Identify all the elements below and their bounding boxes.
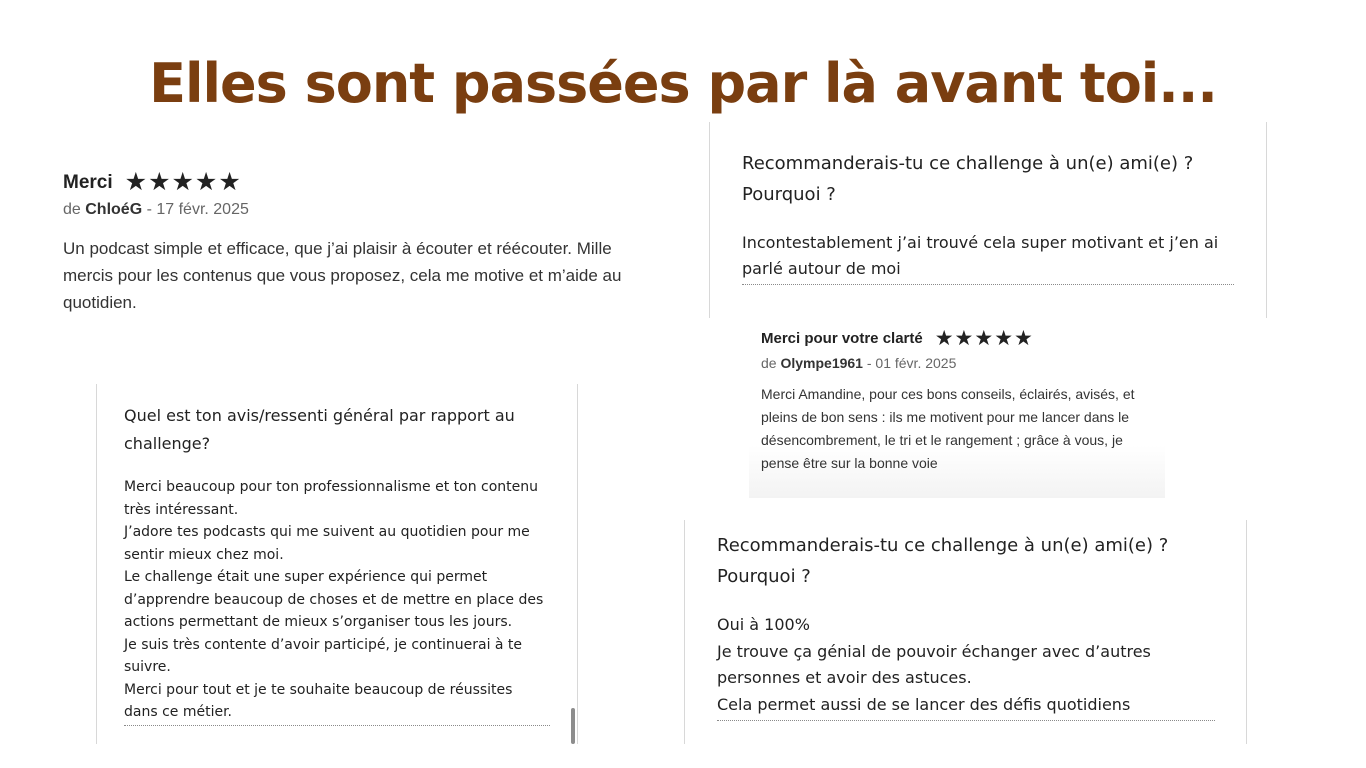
- review-meta: [63, 201, 623, 219]
- review-title: Merci: [63, 171, 113, 193]
- review-header: [63, 170, 623, 195]
- qa-answer: Incontestablement j’ai trouvé cela super motivant et j’en ai parlé autour de moi: [742, 230, 1234, 285]
- star-icon: ★: [218, 168, 241, 196]
- star-rating: [125, 170, 241, 195]
- review-text: Merci Amandine, pour ces bons conseils, éclairés, avisés, et pleins de bon sens : ils me motivent pour me lancer dans le désencombrement, le tri et le rangement ; grâce à vous, je pense être sur la bonne voie: [761, 386, 1135, 471]
- qa-panel-recommend-1: [709, 122, 1267, 318]
- star-icon: ★: [994, 327, 1014, 350]
- review-text: Un podcast simple et efficace, que j’ai plaisir à écouter et réécouter. Mille mercis pour les contenus que vous proposez, cela me motive et m’aide au quotidien.: [63, 239, 622, 312]
- star-icon: ★: [148, 168, 171, 196]
- qa-answer: Merci beaucoup pour ton professionnalisme et ton contenu très intéressant. J’adore tes podcasts qui me suivent au quotidien pour me sentir mieux chez moi. Le challenge était une super expérience qui permet d’apprendre beaucoup de choses et de mettre en place des actions permettant de mieux s’organiser tous les jours. Je suis très contente d’avoir participé, je continuerai à te suivre. Merci pour tout et je te souhaite beaucoup de réussites dans ce métier.: [124, 476, 550, 726]
- page-title: Elles sont passées par là avant toi...: [149, 52, 1217, 115]
- review-author: ChloéG: [85, 201, 143, 218]
- qa-question: Quel est ton avis/ressenti général par rapport au challenge?: [124, 406, 515, 453]
- qa-panel-general-opinion: [96, 384, 578, 744]
- star-icon: ★: [934, 327, 954, 350]
- qa-question: Recommanderais-tu ce challenge à un(e) ami(e) ? Pourquoi ?: [742, 153, 1194, 205]
- scrollbar-thumb[interactable]: [571, 708, 575, 744]
- star-icon: ★: [124, 168, 148, 196]
- review-header: [761, 328, 1151, 349]
- review-meta: [761, 355, 1151, 371]
- star-icon: ★: [171, 168, 194, 196]
- star-rating: [935, 328, 1033, 349]
- review-date: - 17 févr. 2025: [142, 201, 249, 218]
- qa-question: Recommanderais-tu ce challenge à un(e) ami(e) ? Pourquoi ?: [717, 535, 1169, 587]
- star-icon: ★: [1014, 327, 1033, 350]
- review-card-chloeg: [63, 170, 623, 316]
- star-icon: ★: [974, 327, 994, 350]
- star-icon: ★: [954, 327, 974, 350]
- review-title: Merci pour votre clarté: [761, 330, 923, 347]
- review-by-prefix: de: [761, 355, 781, 371]
- qa-answer: Oui à 100% Je trouve ça génial de pouvoir échanger avec d’autres personnes et avoir des astuces. Cela permet aussi de se lancer des défis quotidiens: [717, 612, 1215, 721]
- qa-panel-recommend-2: [684, 520, 1247, 744]
- review-author: Olympe1961: [780, 355, 863, 371]
- review-date: - 01 févr. 2025: [862, 355, 957, 371]
- review-card-olympe1961: [749, 322, 1165, 498]
- star-icon: ★: [194, 168, 218, 196]
- review-by-prefix: de: [63, 201, 86, 218]
